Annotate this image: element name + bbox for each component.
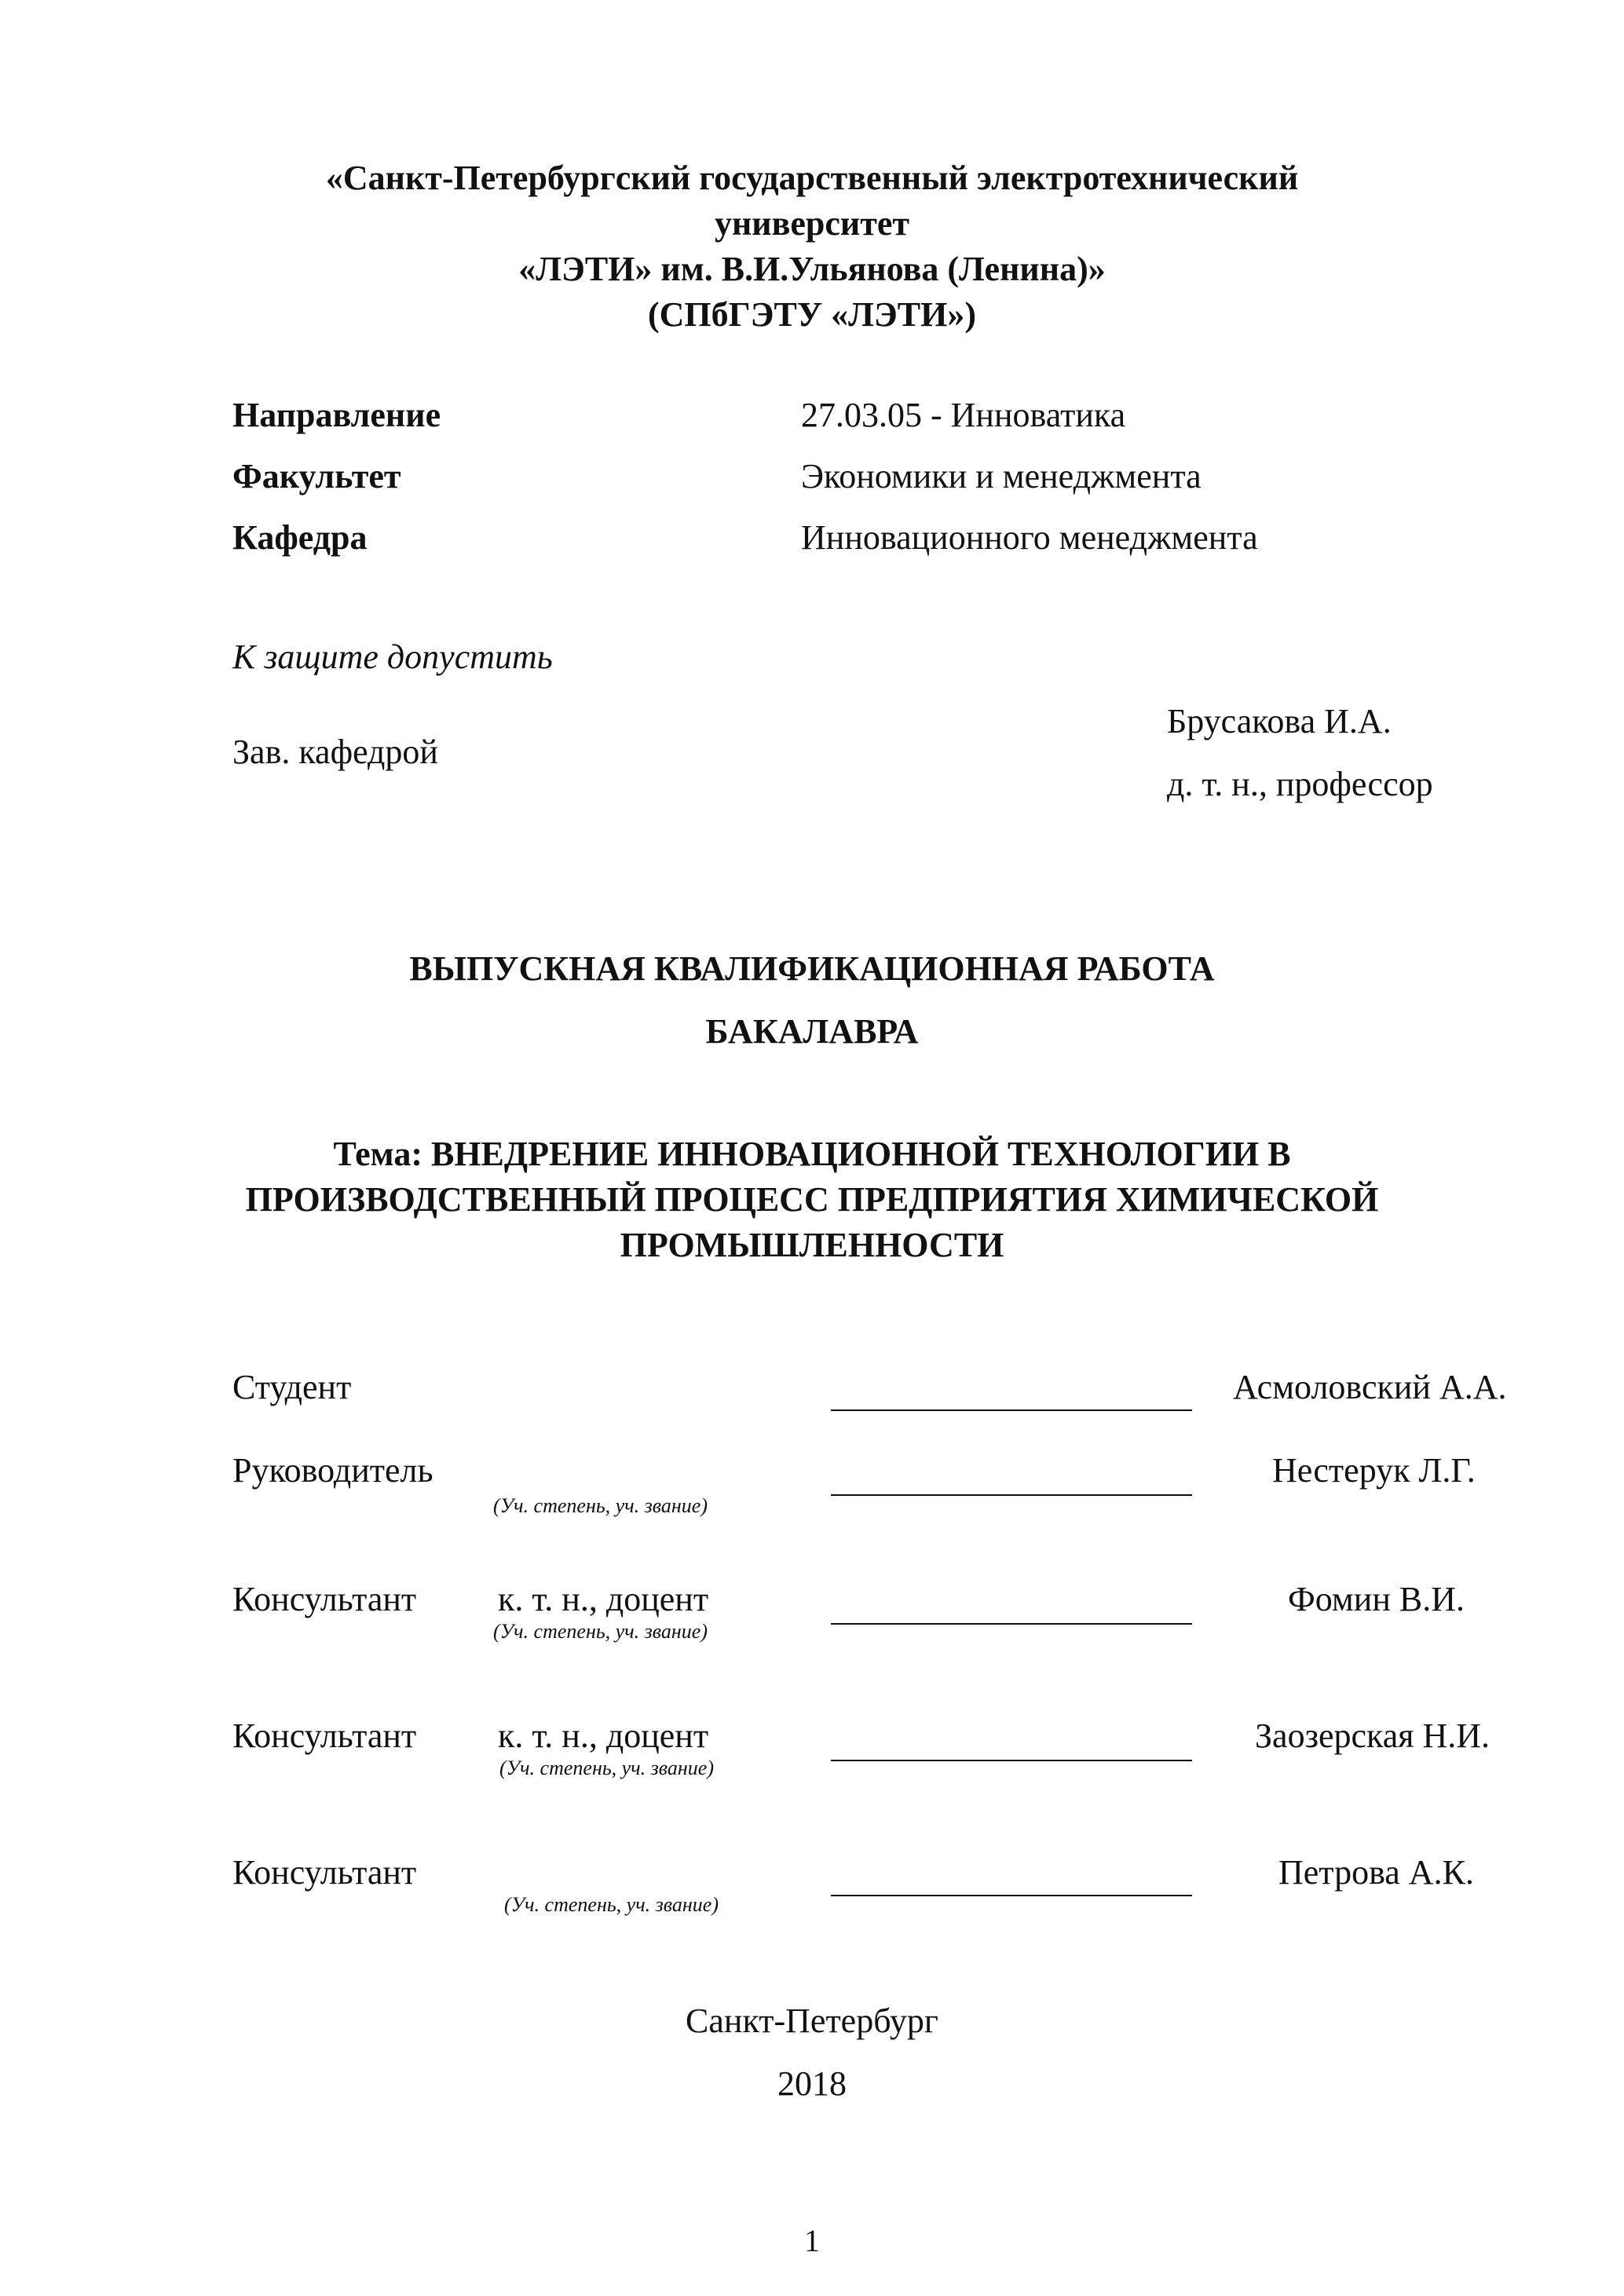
supervisor-signature-line	[831, 1494, 1192, 1496]
department-value: Инновационного менеджмента	[801, 518, 1258, 557]
consultant-3-role: Консультант	[232, 1853, 417, 1892]
consultant-2-name: Заозерская Н.И.	[1255, 1717, 1490, 1755]
consultant-2-degree-hint: (Уч. степень, уч. звание)	[499, 1757, 714, 1779]
consultant-2-degree: к. т. н., доцент	[498, 1717, 709, 1755]
direction-value: 27.03.05 - Инноватика	[801, 396, 1126, 434]
faculty-label: Факультет	[232, 457, 401, 495]
page-number: 1	[804, 2223, 820, 2258]
work-title-line2: БАКАЛАВРА	[705, 1012, 919, 1051]
supervisor-role: Руководитель	[232, 1451, 433, 1490]
city: Санкт-Петербург	[686, 2002, 938, 2040]
head-of-department-name: Брусакова И.А.	[1167, 702, 1392, 740]
consultant-1-signature-line	[831, 1623, 1192, 1625]
consultant-3-degree-hint: (Уч. степень, уч. звание)	[504, 1893, 719, 1916]
work-title-line1: ВЫПУСКНАЯ КВАЛИФИКАЦИОННАЯ РАБОТА	[409, 949, 1215, 988]
department-label: Кафедра	[232, 518, 368, 557]
consultant-2-role: Консультант	[232, 1717, 417, 1755]
consultant-3-signature-line	[831, 1895, 1192, 1896]
student-signature-line	[831, 1409, 1192, 1411]
student-name: Асмоловский А.А.	[1233, 1368, 1507, 1406]
university-line: университет	[714, 204, 910, 243]
head-of-department-title: Зав. кафедрой	[232, 733, 438, 771]
university-header	[0, 155, 1624, 338]
consultant-1-degree: к. т. н., доцент	[498, 1580, 709, 1618]
supervisor-name: Нестерук Л.Г.	[1272, 1451, 1476, 1490]
university-line: «ЛЭТИ» им. В.И.Ульянова (Ленина)»	[518, 250, 1106, 288]
direction-label: Направление	[232, 396, 441, 434]
topic-line: Тема: ВНЕДРЕНИЕ ИННОВАЦИОННОЙ ТЕХНОЛОГИИ В	[333, 1135, 1291, 1173]
work-topic	[0, 1132, 1624, 1268]
student-role: Студент	[232, 1368, 352, 1406]
supervisor-degree-hint: (Уч. степень, уч. звание)	[493, 1494, 708, 1517]
year: 2018	[777, 2064, 847, 2103]
consultant-2-signature-line	[831, 1760, 1192, 1761]
head-of-department-degree: д. т. н., профессор	[1167, 765, 1433, 803]
topic-line: ПРОИЗВОДСТВЕННЫЙ ПРОЦЕСС ПРЕДПРИЯТИЯ ХИМИЧЕСКОЙ	[245, 1180, 1379, 1219]
consultant-3-name: Петрова А.К.	[1278, 1853, 1474, 1892]
university-line: «Санкт-Петербургский государственный электротехнический	[325, 159, 1299, 197]
faculty-value: Экономики и менеджмента	[801, 457, 1202, 495]
consultant-1-role: Консультант	[232, 1580, 417, 1618]
consultant-1-degree-hint: (Уч. степень, уч. звание)	[493, 1620, 708, 1643]
university-line: (СПбГЭТУ «ЛЭТИ»)	[648, 295, 976, 334]
topic-line: ПРОМЫШЛЕННОСТИ	[620, 1226, 1004, 1264]
consultant-1-name: Фомин В.И.	[1288, 1580, 1465, 1618]
admission-text: К защите допустить	[232, 638, 553, 676]
